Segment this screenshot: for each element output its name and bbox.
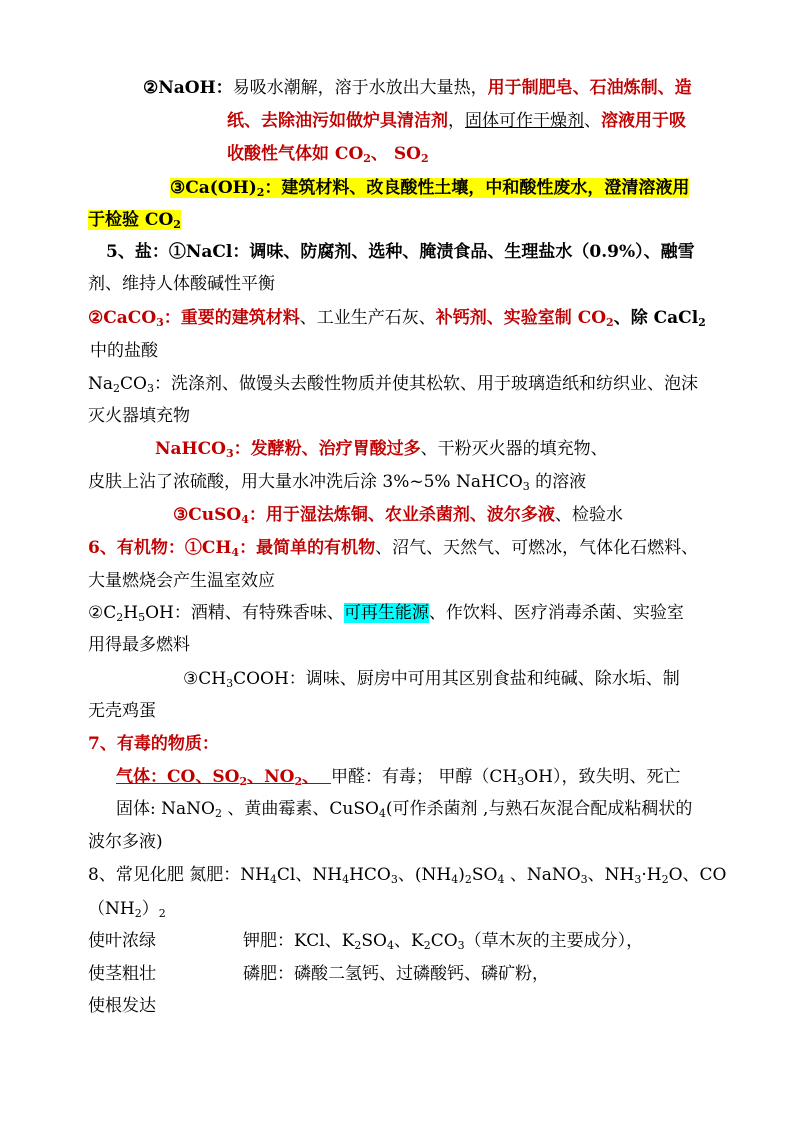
fert-n-6: SO [471, 865, 498, 885]
cuso4-label: ③CuSO [173, 505, 242, 525]
fert-n-3: HCO [349, 865, 391, 885]
toxic-gas-co: 气体：CO、SO [116, 767, 240, 787]
line-toxic-solid [116, 797, 692, 821]
fert-k-4: CO [430, 931, 458, 951]
caoh2-label: ③Ca(OH) [170, 178, 257, 198]
ch4-uses: 、沼气、天然气、可燃冰，气体化石燃料、 [375, 538, 699, 558]
line-fertilizer-k [243, 929, 643, 953]
methanol-text: 甲醛：有毒； 甲醇（CH [330, 767, 518, 787]
fert-n-9: ·H [641, 865, 662, 885]
fert-n-5: ) [458, 865, 465, 885]
subscript: 4 [231, 546, 240, 559]
line-toxic-heading [88, 732, 219, 756]
subscript: 2 [113, 382, 121, 395]
subscript: 3 [226, 677, 234, 690]
fert-k-2: SO [361, 931, 387, 951]
fert-k-3: 、K [393, 931, 424, 951]
ch4-simplest: ：最简单的有机物 [239, 538, 376, 558]
subscript: 4 [378, 807, 386, 820]
urea-1: （NH [88, 899, 135, 919]
naoh-label: ②NaOH： [143, 78, 233, 98]
subscript: 3 [146, 382, 154, 395]
subscript: 2 [354, 939, 362, 952]
nahco3-extinguisher: 、干粉灭火器的填充物、 [420, 439, 608, 459]
fert-p: 磷肥：磷酸二氢钙、过磷酸钙、磷矿粉， [243, 964, 549, 984]
caoh2-co2-test: 于检验 CO [88, 210, 174, 230]
subscript: 2 [698, 316, 706, 329]
naoh-properties: 易吸水潮解，溶于水放出大量热， [232, 78, 488, 98]
line-fertilizer-p-label [88, 962, 156, 986]
naoh-solution-use: 溶液用于吸 [601, 111, 686, 131]
subscript: 4 [497, 873, 505, 886]
line-fertilizer-p [243, 962, 549, 986]
subscript: 3 [522, 480, 530, 493]
ch4-label: 6、有机物：①CH [88, 538, 232, 558]
absorb-text: 收酸性气体如 CO [227, 144, 364, 164]
caco3-calcium: 补钙剂、实验室制 CO [435, 308, 607, 328]
line-nacl-cont [88, 272, 275, 296]
na2co3-extinguisher: 灭火器填充物 [88, 406, 190, 426]
line-caco3-cont [90, 339, 158, 363]
subscript: 3 [580, 873, 588, 886]
naoh-desiccant: 固体可作干燥剂 [465, 111, 584, 131]
subscript: 4 [342, 873, 350, 886]
separator: 、 [584, 111, 601, 131]
na2co3-uses: ：洗涤剂、做馒头去酸性物质并使其松软、用于玻璃造纸和纺织业、泡沫 [153, 374, 698, 394]
toxic-heading: 7、有毒的物质： [88, 734, 219, 754]
line-salt-nacl [106, 240, 695, 264]
line-nahco3 [155, 437, 608, 461]
line-na2co3 [88, 372, 698, 396]
subscript: 4 [241, 513, 249, 526]
caco3-remove: 、除 CaCl [613, 308, 699, 328]
line-caoh2 [170, 176, 689, 200]
fert-k-1: 钾肥：KCl、K [243, 931, 355, 951]
skin-acid-solution: 的溶液 [529, 472, 587, 492]
subscript: 2 [606, 316, 614, 329]
cuso4-uses: ：用于湿法炼铜、农业杀菌剂、波尔多液 [248, 505, 555, 525]
line-caoh2-cont [88, 208, 181, 232]
methanol-effect: OH），致失明、死亡 [524, 767, 681, 787]
fert-n-7: 、NaNO [504, 865, 581, 885]
subscript: 2 [256, 186, 265, 199]
line-ethanol [88, 601, 684, 625]
subscript: 2 [363, 152, 371, 165]
caco3-building: ：重要的建筑材料 [163, 308, 300, 328]
line-ch4-cont [88, 569, 275, 593]
naoh-cleaner: 纸、去除油污如做炉具清洁剂 [227, 111, 448, 131]
subscript: 4 [451, 873, 459, 886]
comma: ， [448, 111, 465, 131]
line-fertilizer-urea [88, 897, 166, 921]
subscript: 2 [239, 775, 248, 788]
caco3-hcl: 中的盐酸 [90, 341, 158, 361]
shellless-egg: 无壳鸡蛋 [88, 701, 156, 721]
solid-aflatoxin: 、黄曲霉素、CuSO [221, 799, 379, 819]
subscript: 2 [158, 907, 166, 920]
fert-n-10: O、CO [668, 865, 727, 885]
subscript: 2 [420, 152, 429, 165]
line-ethanol-cont [88, 633, 190, 657]
line-toxic-gas [116, 765, 680, 789]
p-effect: 使根发达 [88, 996, 156, 1016]
ethanol-c: ②C [88, 603, 117, 623]
nacl-uses: 5、盐：①NaCl：调味、防腐剂、选种、腌渍食品、生理盐水（0.9%）、融雪 [106, 242, 695, 262]
ethanol-uses: 、作饮料、医疗消毒杀菌、实验室 [428, 603, 684, 623]
cuso4-water-test: 、检验水 [554, 505, 623, 525]
subscript: 3 [390, 873, 398, 886]
line-fertilizer-n [88, 863, 727, 887]
subscript: 3 [634, 873, 642, 886]
line-fertilizer-k-label [88, 929, 156, 953]
urea-2: ） [141, 899, 159, 919]
subscript: 3 [156, 316, 164, 329]
line-naoh-absorb [227, 142, 429, 166]
absorb-text-so: 、 SO [370, 144, 421, 164]
line-acetic-cont [88, 699, 156, 723]
caco3-lime: 、工业生产石灰、 [299, 308, 436, 328]
caco3-label: ②CaCO [88, 308, 157, 328]
subscript: 2 [134, 907, 142, 920]
fert-n-1: 8、常见化肥 氮肥：NH [88, 865, 270, 885]
subscript: 4 [386, 939, 394, 952]
fert-n-4: 、(NH [397, 865, 452, 885]
nahco3-label: NaHCO [155, 439, 226, 459]
na2co3-co: CO [120, 374, 147, 394]
solid-nano: 固体: NaNO [116, 799, 215, 819]
ch4-greenhouse: 大量燃烧会产生温室效应 [88, 571, 275, 591]
subscript: 2 [173, 218, 181, 231]
ethanol-h: H [123, 603, 139, 623]
subscript: 2 [116, 611, 124, 624]
acetic-ch: ③CH [183, 669, 227, 689]
ethanol-desc: OH：酒精、有特殊香味、 [145, 603, 344, 623]
renewable-energy: 可再生能源 [343, 603, 429, 623]
subscript: 4 [269, 873, 277, 886]
subscript: 5 [138, 611, 146, 624]
line-acetic-acid [183, 667, 680, 691]
caoh2-uses: ：建筑材料、改良酸性土壤，中和酸性废水，澄清溶液用 [264, 178, 690, 198]
subscript: 2 [661, 873, 669, 886]
line-p-effect [88, 994, 156, 1018]
line-toxic-solid-cont [88, 830, 163, 854]
subscript: 2 [423, 939, 431, 952]
fert-k-5: （草木灰的主要成分）， [464, 931, 644, 951]
subscript: 3 [225, 447, 234, 460]
line-naoh-uses [143, 76, 692, 100]
line-organic-ch4 [88, 536, 698, 560]
line-cuso4 [173, 503, 623, 527]
na2co3-na: Na [88, 374, 114, 394]
skin-acid-text: 皮肤上沾了浓硫酸，用大量水冲洗后涂 3%~5% NaHCO [88, 472, 523, 492]
ethanol-fuel: 用得最多燃料 [88, 635, 190, 655]
fert-n-8: 、NH [587, 865, 635, 885]
line-naoh-uses-cont [227, 109, 686, 133]
nahco3-uses: ：发酵粉、治疗胃酸过多 [233, 439, 421, 459]
subscript: 3 [457, 939, 465, 952]
line-caco3 [88, 306, 706, 330]
subscript: 2 [464, 873, 472, 886]
nacl-uses-cont: 剂、维持人体酸碱性平衡 [88, 274, 275, 294]
solid-cuso4-note: (可作杀菌剂 ,与熟石灰混合配成粘稠状的 [385, 799, 693, 819]
subscript: 2 [214, 807, 222, 820]
line-nahco3-skin [88, 470, 586, 494]
naoh-uses-red: 用于制肥皂、石油炼制、造 [487, 78, 692, 98]
fert-n-2: Cl、NH [276, 865, 343, 885]
line-na2co3-cont [88, 404, 190, 428]
acetic-uses: COOH：调味、厨房中可用其区别食盐和纯碱、除水垢、制 [233, 669, 680, 689]
subscript: 2 [294, 775, 303, 788]
toxic-gas-sep: 、 [302, 767, 331, 787]
n-effect: 使叶浓绿 [88, 931, 156, 951]
bordeaux-mixture: 波尔多液) [88, 832, 163, 852]
k-effect: 使茎粗壮 [88, 964, 156, 984]
toxic-gas-no: 、NO [247, 767, 295, 787]
subscript: 3 [517, 775, 525, 788]
